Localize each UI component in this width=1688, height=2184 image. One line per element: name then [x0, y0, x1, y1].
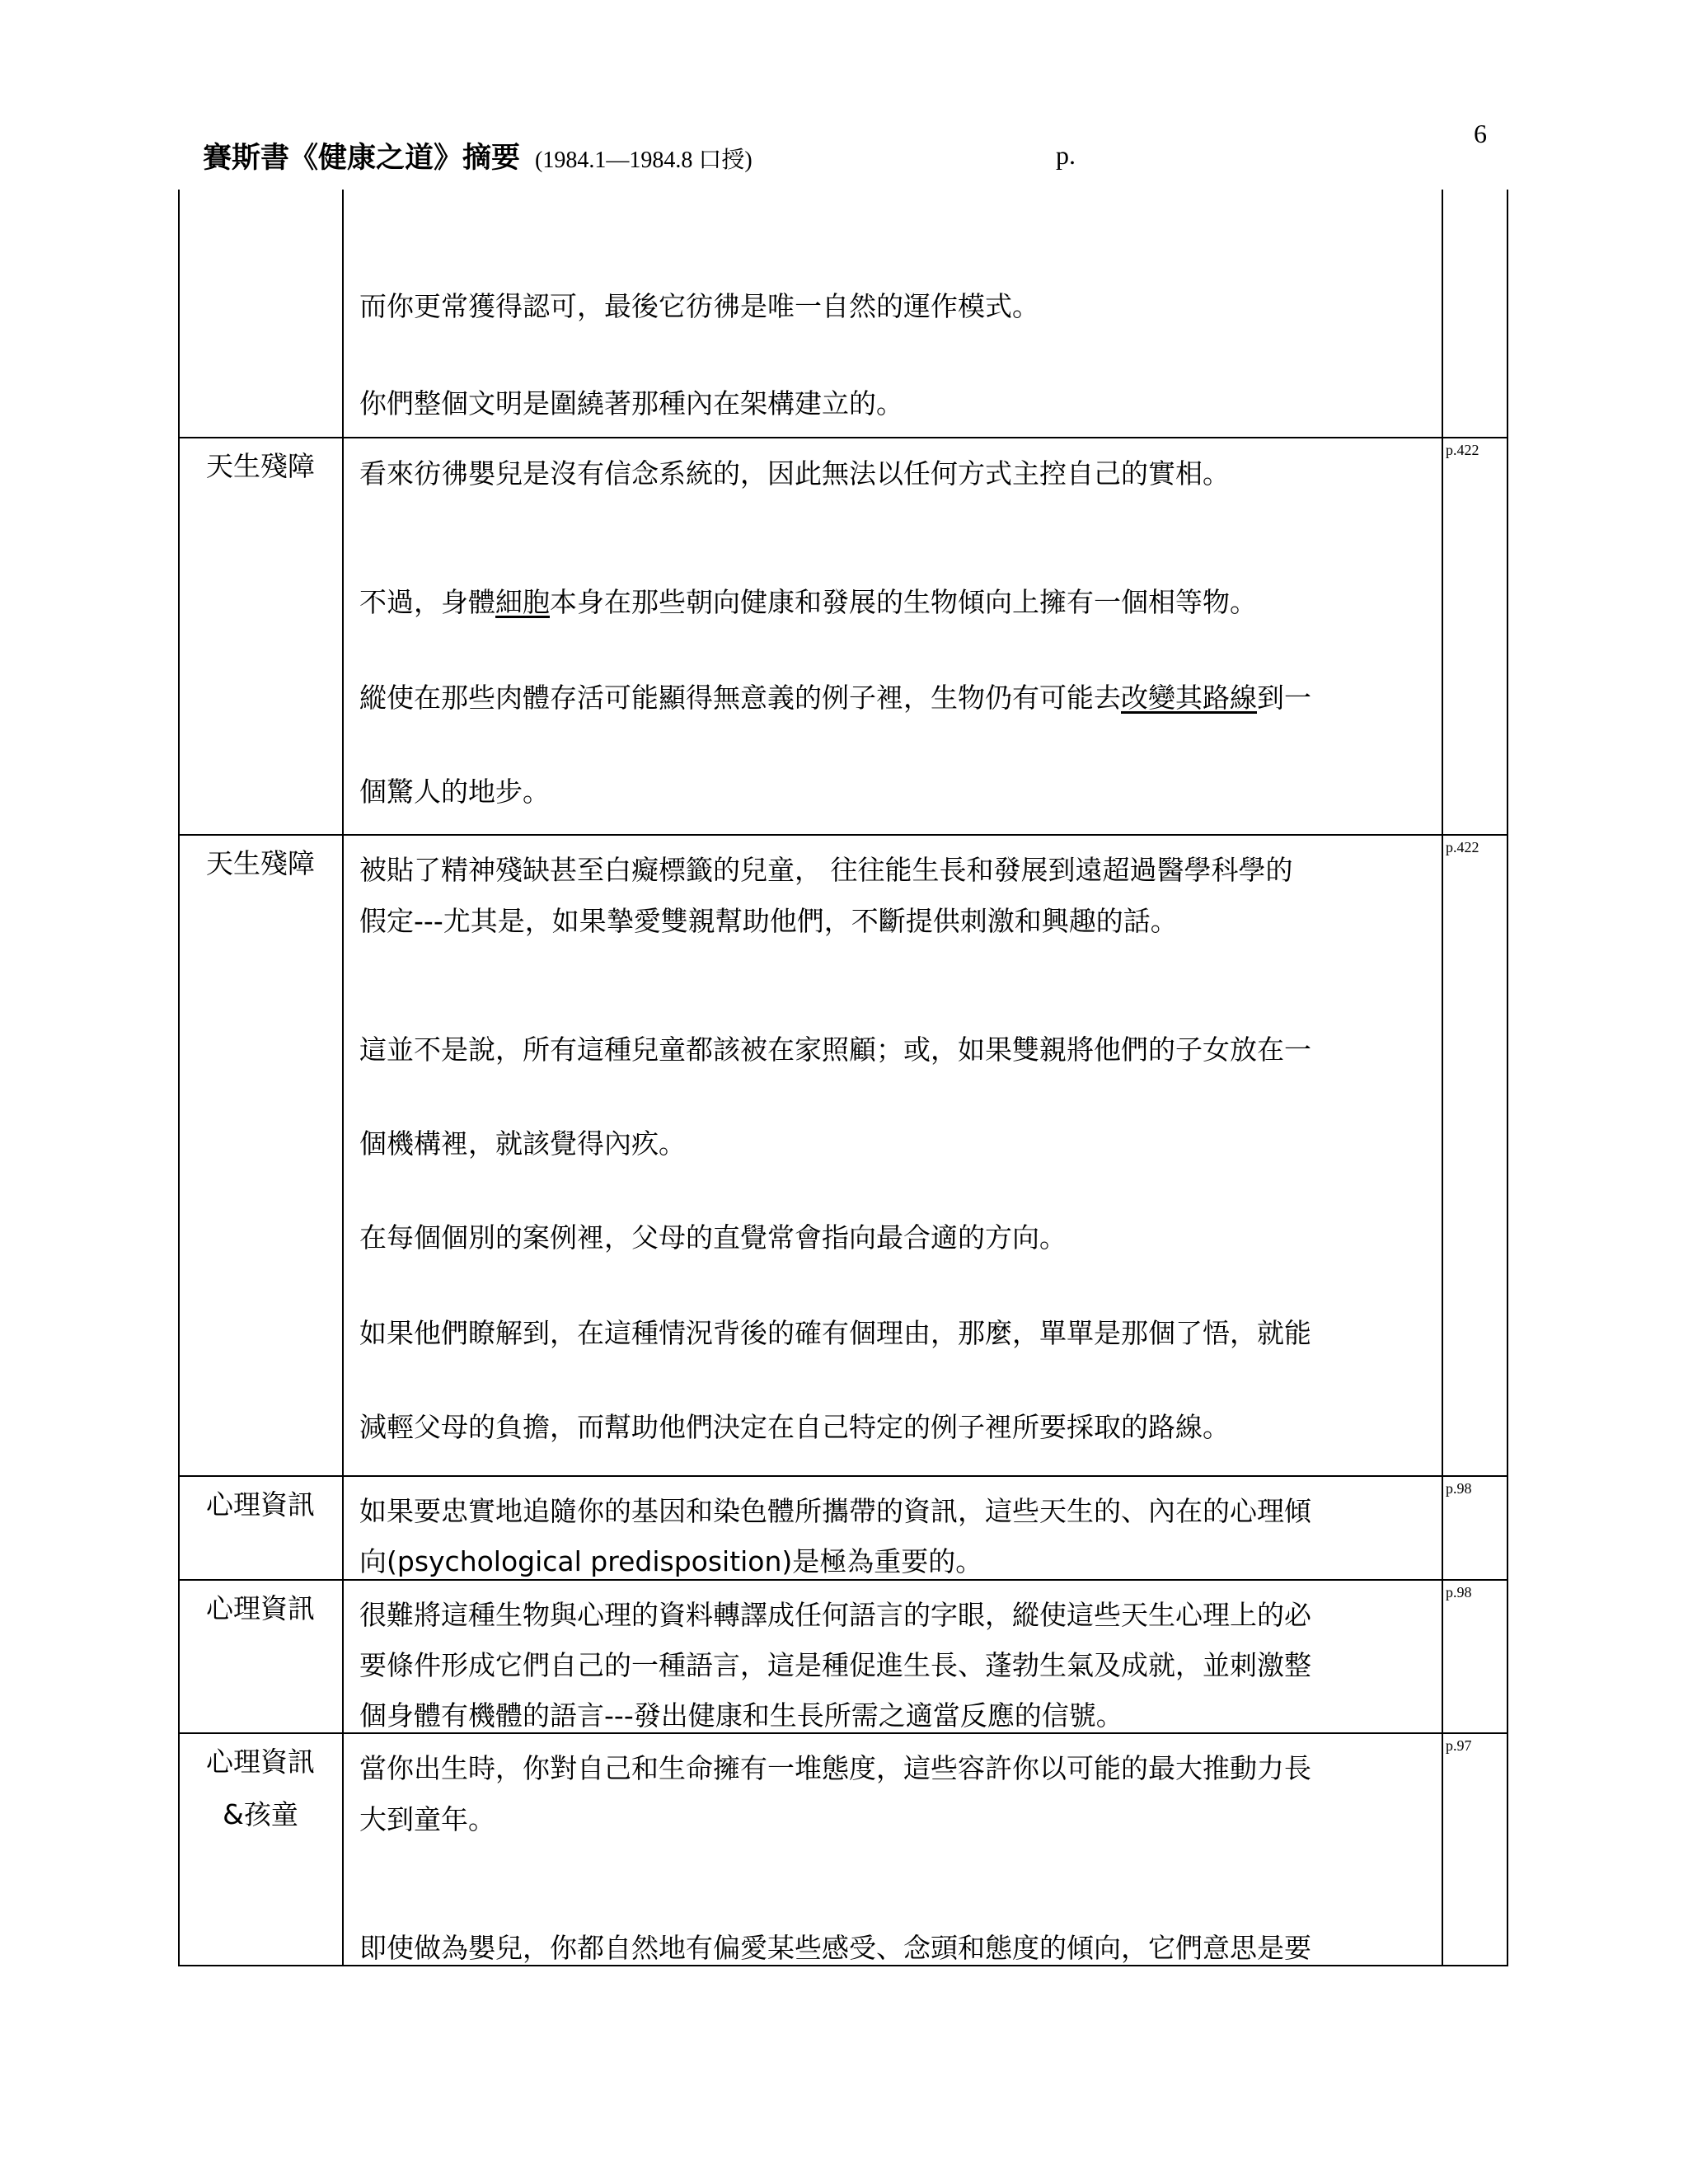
- content-line: 假定---尤其是，如果摯愛雙親幫助他們，不斷提供刺激和興趣的話。: [359, 905, 1178, 937]
- content-line: 看來彷彿嬰兒是沒有信念系統的，因此無法以任何方式主控自己的實相。: [359, 457, 1230, 490]
- content-line: 如果要忠實地追隨你的基因和染色體所攜帶的資訊，這些天生的、內在的心理傾: [359, 1495, 1311, 1527]
- content-line: 減輕父母的負擔，而幫助他們決定在自己特定的例子裡所要採取的路線。: [359, 1411, 1230, 1443]
- topic-cell: 天生殘障: [206, 847, 315, 879]
- content-line: 當你出生時，你對自己和生命擁有一堆態度，這些容許你以可能的最大推動力長: [359, 1752, 1311, 1784]
- content-line: 被貼了精神殘缺甚至白癡標籤的兒童， 往往能生長和發展到遠超過醫學科學的: [359, 854, 1293, 886]
- text-run: 縱使在那些肉體存活可能顯得無意義的例子裡，生物仍有可能去: [359, 682, 1121, 714]
- content-line: 個驚人的地步。: [359, 776, 550, 808]
- text-run: 不過，身體: [359, 586, 495, 618]
- document-title: 賽斯書《健康之道》摘要: [203, 142, 521, 175]
- page-reference: p.422: [1446, 839, 1479, 855]
- table-row: [178, 438, 1508, 834]
- table-row: [178, 1477, 1508, 1579]
- table-row: [178, 836, 1508, 1475]
- topic-line: 心理資訊: [206, 1746, 315, 1778]
- text-run: 本身在那些朝向健康和發展的生物傾向上擁有一個相等物。: [550, 586, 1257, 618]
- dictation-dates: (1984.1—1984.8 口授): [535, 148, 753, 173]
- page-label: p.: [1056, 140, 1076, 170]
- topic-cell: 心理資訊: [206, 1592, 315, 1624]
- table-row: [178, 1734, 1508, 1965]
- content-line: [359, 677, 1311, 715]
- page-number: 6: [1474, 119, 1487, 148]
- content-line: [359, 581, 1257, 620]
- content-line: 在每個個別的案例裡，父母的直覺常會指向最合適的方向。: [359, 1221, 1067, 1254]
- content-line: 個機構裡，就該覺得內疚。: [359, 1127, 686, 1160]
- content-line: 你們整個文明是圍繞著那種內在架構建立的。: [359, 387, 903, 419]
- content-line: 即使做為嬰兒，你都自然地有偏愛某些感受、念頭和態度的傾向，它們意思是要: [359, 1932, 1311, 1964]
- content-line: 向(psychological predisposition)是極為重要的。: [359, 1545, 983, 1577]
- topic-line: &孩童: [223, 1798, 298, 1830]
- page-reference: p.97: [1446, 1737, 1472, 1754]
- summary-table: [178, 190, 1508, 1966]
- topic-cell: 天生殘障: [206, 450, 315, 482]
- content-line: 這並不是說，所有這種兒童都該被在家照顧；或，如果雙親將他們的子女放在一: [359, 1033, 1311, 1066]
- content-line: 而你更常獲得認可，最後它彷彿是唯一自然的運作模式。: [359, 290, 1039, 322]
- content-line: 大到童年。: [359, 1803, 495, 1835]
- content-line: 要條件形成它們自己的一種語言，這是種促進生長、蓬勃生氣及成就，並刺激整: [359, 1649, 1311, 1681]
- underlined-term: 細胞: [495, 586, 550, 618]
- page-reference: p.98: [1446, 1584, 1472, 1601]
- underlined-term: 改變其路線: [1121, 682, 1257, 714]
- content-line: 個身體有機體的語言---發出健康和生長所需之適當反應的信號。: [359, 1699, 1123, 1732]
- topic-cell: 心理資訊: [206, 1488, 315, 1521]
- page-reference: p.422: [1446, 442, 1479, 458]
- content-line: 如果他們瞭解到，在這種情況背後的確有個理由，那麼，單單是那個了悟，就能: [359, 1317, 1311, 1349]
- page-reference: p.98: [1446, 1480, 1472, 1497]
- topic-cell: [180, 1734, 341, 1841]
- document-header: [203, 135, 1357, 176]
- table-row: [178, 190, 1508, 437]
- text-run: 到一: [1257, 682, 1311, 714]
- table-row: [178, 1581, 1508, 1732]
- content-line: 很難將這種生物與心理的資料轉譯成任何語言的字眼，縱使這些天生心理上的必: [359, 1599, 1311, 1631]
- topic-cell: [180, 190, 341, 191]
